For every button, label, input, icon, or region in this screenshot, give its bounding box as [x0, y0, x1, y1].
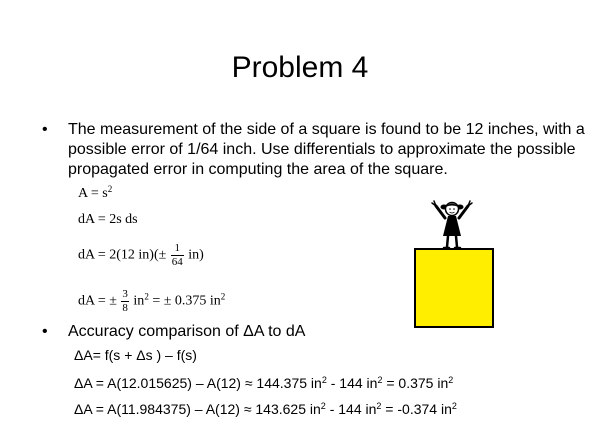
slide-title: Problem 4 — [231, 51, 369, 84]
delta-negative-part-a: ΔA = A(11.984375) – A(12) ≈ 143.625 in — [74, 401, 321, 417]
exponent: 2 — [451, 401, 457, 411]
equation-area-lhs: A = s — [78, 186, 108, 201]
equation-result-exponent-2: 2 — [220, 291, 226, 302]
exponent: 2 — [448, 375, 454, 385]
delta-negative-part-b: - 144 in — [325, 401, 377, 417]
fraction-denominator: 8 — [122, 302, 128, 314]
cheering-girl-icon — [428, 198, 476, 250]
exponent: 2 — [320, 401, 326, 411]
equation-substitution-suffix: in) — [188, 247, 204, 263]
yellow-square — [414, 248, 494, 328]
equation-substitution — [78, 242, 204, 269]
equation-area-exponent: 2 — [107, 184, 113, 194]
delta-negative-line — [74, 400, 457, 418]
bullet-dot: • — [42, 121, 48, 138]
equation-differential — [78, 212, 138, 228]
fraction-numerator: 1 — [171, 242, 184, 256]
delta-positive-line — [74, 374, 453, 392]
bullet-dot: • — [42, 323, 48, 340]
fraction-numerator: 3 — [122, 288, 128, 300]
equation-result-exponent: 2 — [144, 291, 149, 302]
delta-definition-line: ΔA= f(s + Δs ) – f(s) — [74, 347, 197, 363]
problem-statement-text: The measurement of the side of a square is found to be 12 inches, with a possible error of 1/64 inch. Use differentials to approximate the possible propagated error in computing the area of the square. — [68, 121, 585, 178]
exponent: 2 — [376, 401, 382, 411]
equation-differential-text: dA = 2s ds — [78, 212, 138, 227]
equation-result-value: = ± 0.375 in — [148, 293, 221, 309]
fraction-three-eighths — [121, 288, 129, 315]
delta-positive-part-b: - 144 in — [326, 375, 378, 391]
fraction-one-sixty-fourth — [171, 242, 184, 269]
equation-substitution-prefix: dA = 2(12 in)(± — [78, 247, 167, 263]
fraction-denominator: 64 — [171, 256, 183, 268]
accuracy-comparison-text: Accuracy comparison of ΔA to dA — [68, 323, 306, 340]
exponent: 2 — [377, 375, 383, 385]
equation-result-prefix: dA = ± — [78, 293, 117, 309]
exponent: 2 — [321, 375, 327, 385]
equation-result — [78, 288, 225, 315]
equation-area — [78, 186, 112, 202]
delta-positive-part-a: ΔA = A(12.015625) – A(12) ≈ 144.375 in — [74, 375, 322, 391]
delta-negative-part-c: = -0.374 in — [381, 401, 452, 417]
delta-positive-part-c: = 0.375 in — [382, 375, 449, 391]
equation-result-unit: in — [133, 293, 145, 309]
